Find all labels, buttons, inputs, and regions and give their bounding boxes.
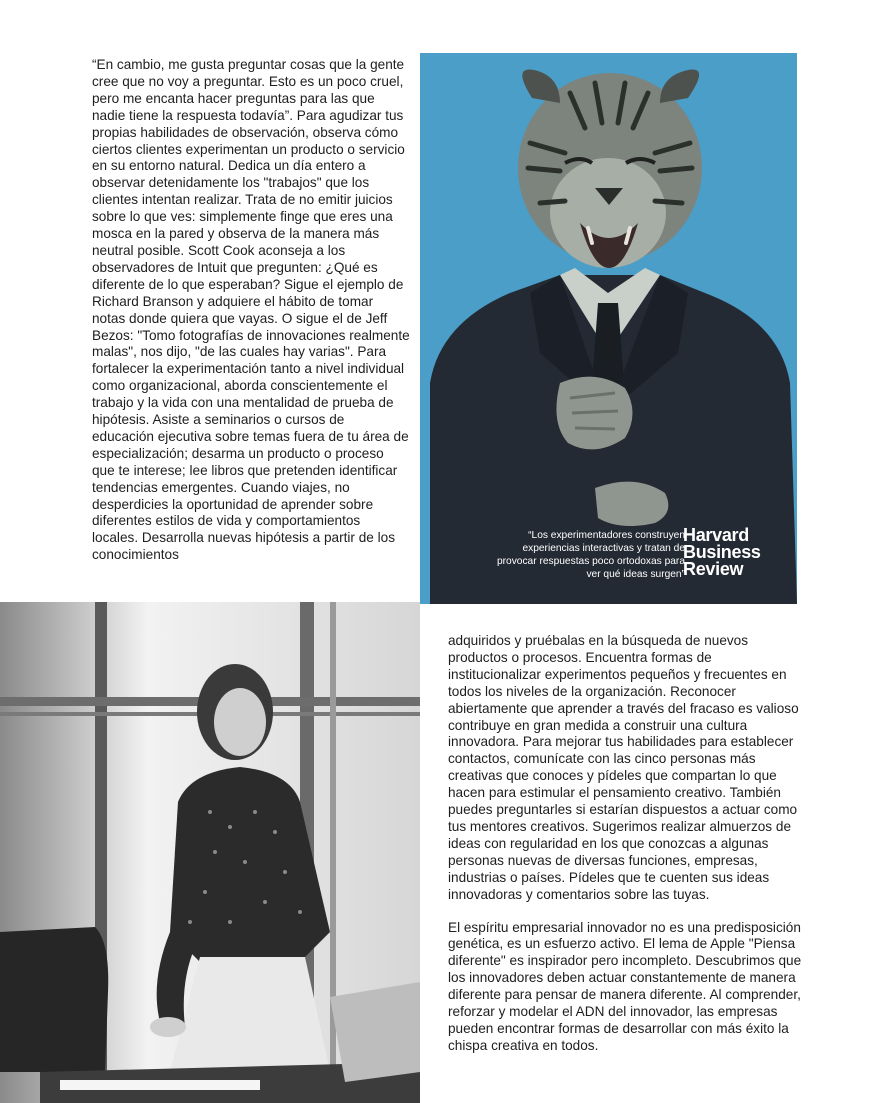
pull-quote: “Los experimentadores construyen experiencias interactivas y tratan de provocar respuestas poco ortodoxas para ver qué ideas surgen” [496,530,685,581]
article-left-column [92,57,410,564]
right-column-paragraph-2: El espíritu empresarial innovador no es una predisposición genética, es un esfuerzo activo. El lema de Apple "Piensa diferente" es inspirador pero incompleto. Descubrimos que los innovadores deben actuar constantemente de manera diferente para pensar de manera diferente. Al comprender, reforzar y modelar el ADN del innovador, las empresas pueden encontrar formas de desarrollar con más éxito la chispa creativa en todos. [448,919,802,1053]
logo-line-business: Business [683,542,761,562]
office-woman-photo [0,602,420,1103]
right-column-paragraph-1: adquiridos y pruébalas en la búsqueda de nuevos productos o procesos. Encuentra formas de institucionalizar experimentos pequeños y frecuentes en todos los niveles de la organización. Reconocer abiertamente que aprender a través del fracaso es valioso contribuye en gran medida a construir una cultura innovadora. Para mejorar tus habilidades para establecer contactos, comunícate con las cinco personas más creativas que conoces y pídeles que compartan lo que hacen para estimular el pensamiento creativo. También puedes preguntarles si estarían dispuestos a actuar como tus mentores creativos. Sugerimos realizar almuerzos de ideas con regularidad en los que conozcas a algunas personas nuevas de diversas funciones, empresas, industrias o países. Pídeles que te cuenten sus ideas innovadoras y comentarios sobre las tuyas. [448,633,799,902]
logo-line-harvard: Harvard [683,525,749,545]
tiger-businessman-image [420,53,797,604]
article-right-column [448,633,804,1055]
left-column-text: “En cambio, me gusta preguntar cosas que la gente cree que no voy a preguntar. Esto es un poco cruel, pero me encanta hacer preguntas para las que nadie tiene la respuesta todavía”. Para agudizar tus propias habilidades de observación, observa cómo ciertos clientes experimentan un producto o servicio en su entorno natural. Dedica un día entero a observar detenidamente los "trabajos" que los clientes intentan realizar. Trata de no emitir juicios sobre lo que ves: simplemente finge que eres una mosca en la pared y observa de la manera más neutral posible. Scott Cook aconseja a los observadores de Intuit que pregunten: ¿Qué es diferente de lo que esperaban? Sigue el ejemplo de Richard Branson y adquiere el hábito de tomar notas donde quiera que vayas. O sigue el de Jeff Bezos: "Tomo fotografías de innovaciones realmente malas", nos dijo, "de las cuales hay varias". Para fortalecer la experimentación tanto a nivel individual como organizacional, aborda conscientemente el trabajo y la vida con una mentalidad de prueba de hipótesis. Asiste a seminarios o cursos de educación ejecutiva sobre temas fuera de tu área de especialización; desarma un producto o proceso que te interese; lee libros que pretenden identificar tendencias emergentes. Cuando viajes, no desperdicies la oportunidad de aprender sobre diferentes estilos de vida y comportamientos locales. Desarrolla nuevas hipótesis a partir de los conocimientos [92,57,410,563]
logo-line-review: Review [683,559,744,579]
harvard-business-review-logo [683,527,793,578]
woman-at-desk-image [0,602,420,1103]
tiger-illustration [420,53,797,604]
